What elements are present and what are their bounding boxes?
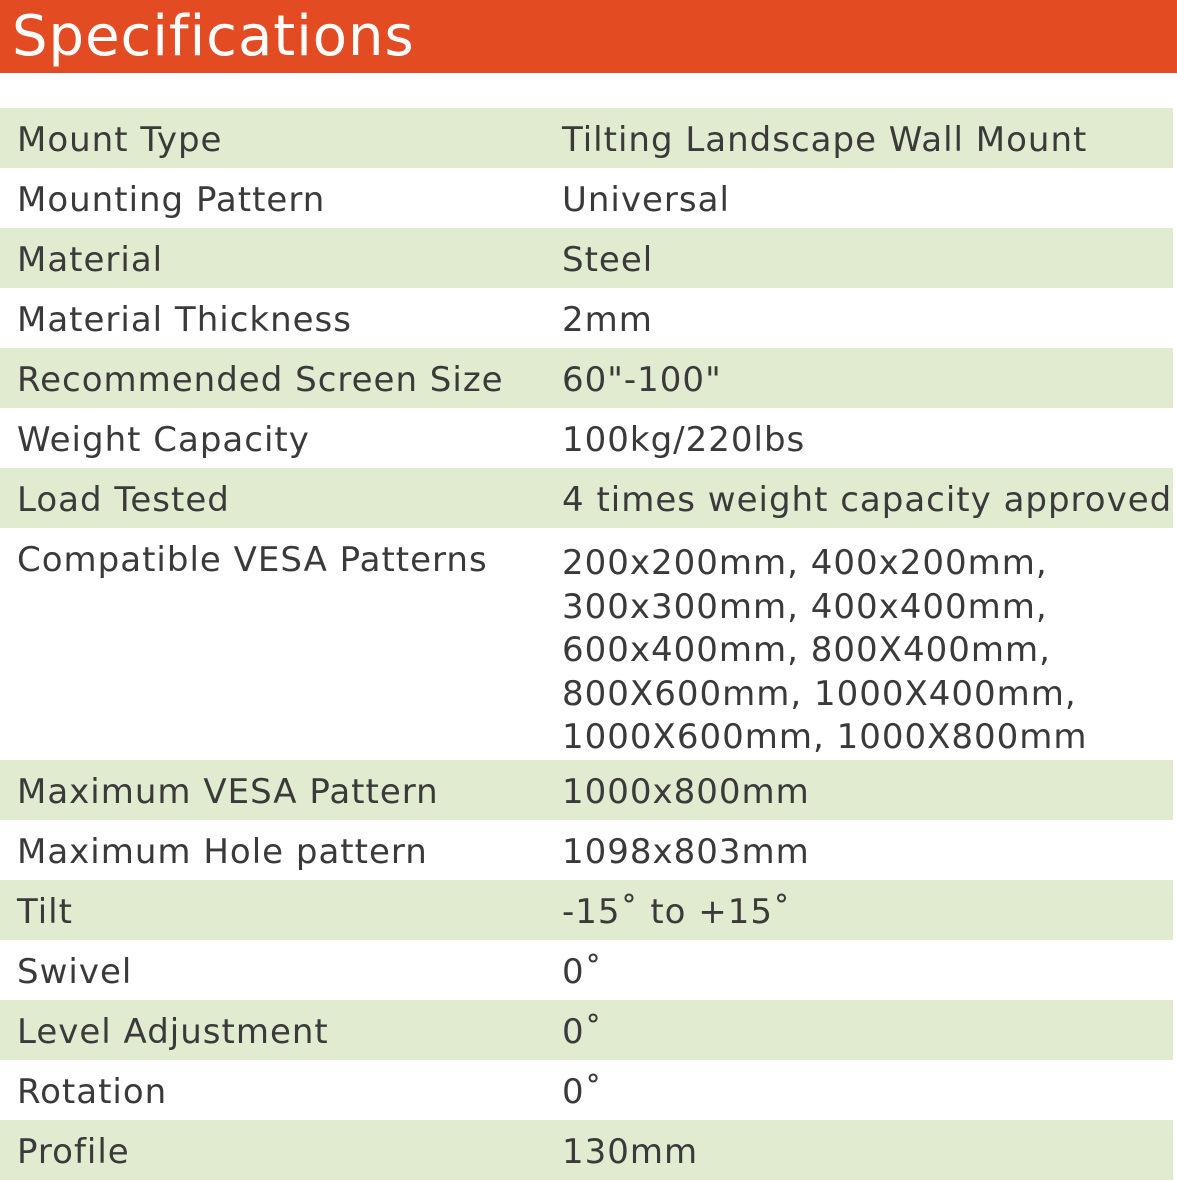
spec-row-recommended-screen-size — [0, 348, 1173, 408]
spec-label: Profile — [17, 1132, 130, 1172]
spec-row-tilt — [0, 880, 1173, 940]
specifications-header — [0, 0, 1177, 73]
spec-value: Steel — [562, 240, 654, 280]
spec-row-level-adjustment — [0, 1000, 1173, 1060]
spec-row-swivel — [0, 940, 1173, 1000]
spec-value: 60"-100" — [562, 360, 722, 400]
spec-label: Recommended Screen Size — [17, 360, 504, 400]
spec-value: 0˚ — [562, 1012, 603, 1052]
spec-row-compatible-vesa-patterns — [0, 528, 1173, 760]
spec-row-material-thickness — [0, 288, 1173, 348]
spec-label: Level Adjustment — [17, 1012, 329, 1052]
spec-label: Maximum VESA Pattern — [17, 772, 439, 812]
spec-row-load-tested — [0, 468, 1173, 528]
spec-value: 100kg/220lbs — [562, 420, 806, 460]
spec-label: Mount Type — [17, 120, 223, 160]
spec-value: 200x200mm, 400x200mm, 300x300mm, 400x400mm, 600x400mm, 800X400mm, 800X600mm, 1000X400mm, 1000X600mm, 1000X800mm — [562, 543, 1088, 757]
spec-label: Material — [17, 240, 164, 280]
spec-label: Tilt — [17, 892, 73, 932]
spec-value: 130mm — [562, 1132, 699, 1172]
spec-row-rotation — [0, 1060, 1173, 1120]
spec-row-mounting-pattern — [0, 168, 1173, 228]
page-title: Specifications — [12, 4, 415, 69]
spec-label: Swivel — [17, 952, 133, 992]
spec-row-maximum-hole-pattern — [0, 820, 1173, 880]
spec-value: 0˚ — [562, 1072, 603, 1112]
spec-value: 1000x800mm — [562, 772, 810, 812]
spec-row-mount-type — [0, 108, 1173, 168]
spec-value: 4 times weight capacity approved — [562, 480, 1173, 520]
spec-label: Compatible VESA Patterns — [17, 540, 488, 580]
spec-label: Material Thickness — [17, 300, 352, 340]
spec-value: 1098x803mm — [562, 832, 810, 872]
spec-value: Tilting Landscape Wall Mount — [562, 120, 1088, 160]
spec-row-profile — [0, 1120, 1173, 1180]
spec-value: 2mm — [562, 300, 653, 340]
spec-row-maximum-vesa-pattern — [0, 760, 1173, 820]
spec-label: Load Tested — [17, 480, 230, 520]
specifications-table — [0, 108, 1173, 1180]
spec-value: 0˚ — [562, 952, 603, 992]
spec-label: Rotation — [17, 1072, 168, 1112]
spec-label: Weight Capacity — [17, 420, 310, 460]
spec-label: Mounting Pattern — [17, 180, 326, 220]
spec-label: Maximum Hole pattern — [17, 832, 428, 872]
spec-value: -15˚ to +15˚ — [562, 892, 792, 932]
spec-value: Universal — [562, 180, 730, 220]
spec-row-material — [0, 228, 1173, 288]
spec-row-weight-capacity — [0, 408, 1173, 468]
